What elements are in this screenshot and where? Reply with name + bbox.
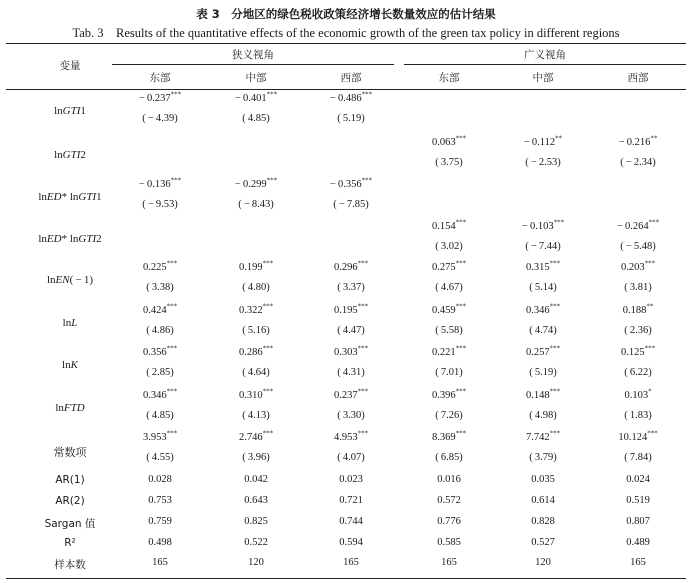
t-stat-cell: ( − 2.34) <box>620 157 656 168</box>
group-rule-narrow <box>112 64 394 65</box>
header-variable-label: 变量 <box>59 60 81 72</box>
top-rule <box>6 43 686 44</box>
coefficient-cell: − 0.237*** <box>138 90 182 104</box>
bottom-rule <box>6 578 686 579</box>
stat-value-cell: 0.572 <box>437 495 461 506</box>
stat-value-cell: 0.016 <box>437 474 461 485</box>
t-stat-cell: ( 4.85) <box>242 113 270 124</box>
coefficient-cell: − 0.216** <box>618 134 658 148</box>
t-stat-cell: ( 3.81) <box>624 282 652 293</box>
stat-value-cell: 0.721 <box>339 495 363 506</box>
coefficient-cell: 0.322*** <box>238 302 274 316</box>
coefficient-cell: 0.195*** <box>333 302 369 316</box>
t-stat-cell: ( 2.85) <box>146 367 174 378</box>
coefficient-cell: 0.148*** <box>525 387 561 401</box>
region-header-5: 中部 <box>532 72 554 84</box>
t-stat-cell: ( 5.16) <box>242 325 270 336</box>
t-stat-cell: ( 1.83) <box>624 410 652 421</box>
variable-name: lnGTI1 <box>54 105 86 117</box>
coefficient-cell: 0.225*** <box>142 259 178 273</box>
variable-name: lnL <box>62 317 78 329</box>
stat-value-cell: 0.643 <box>244 495 268 506</box>
coefficient-cell: 0.459*** <box>431 302 467 316</box>
region-header-3: 西部 <box>340 72 362 84</box>
t-stat-cell: ( 4.86) <box>146 325 174 336</box>
coefficient-cell: 0.199*** <box>238 259 274 273</box>
stat-value-cell: 0.023 <box>339 474 363 485</box>
t-stat-cell: ( − 7.44) <box>525 241 561 252</box>
coefficient-cell: 0.303*** <box>333 344 369 358</box>
coefficient-cell: − 0.103*** <box>521 218 565 232</box>
t-stat-cell: ( 4.80) <box>242 282 270 293</box>
stat-value-cell: 165 <box>152 557 168 568</box>
t-stat-cell: ( 3.75) <box>435 157 463 168</box>
table-title-en: Tab. 3 Results of the quantitative effects of the economic growth of the green tax policy in different regions <box>72 26 620 40</box>
t-stat-cell: ( − 2.53) <box>525 157 561 168</box>
stat-value-cell: 0.024 <box>626 474 650 485</box>
t-stat-cell: ( 3.79) <box>529 452 557 463</box>
stat-value-cell: 0.498 <box>148 537 172 548</box>
stat-value-cell: 165 <box>441 557 457 568</box>
stat-label: AR(2) <box>55 495 85 507</box>
stat-value-cell: 0.527 <box>531 537 555 548</box>
t-stat-cell: ( 4.67) <box>435 282 463 293</box>
t-stat-cell: ( 4.85) <box>146 410 174 421</box>
variable-name: lnED* lnGTI1 <box>38 191 102 203</box>
stat-value-cell: 0.825 <box>244 516 268 527</box>
coefficient-cell: − 0.486*** <box>329 90 373 104</box>
coefficient-cell: 0.125*** <box>620 344 656 358</box>
t-stat-cell: ( 5.58) <box>435 325 463 336</box>
t-stat-cell: ( 6.85) <box>435 452 463 463</box>
group-header-broad: 广义视角 <box>524 49 566 61</box>
stat-value-cell: 0.759 <box>148 516 172 527</box>
stat-value-cell: 0.519 <box>626 495 650 506</box>
coefficient-cell: 7.742*** <box>525 429 561 443</box>
coefficient-cell: 0.315*** <box>525 259 561 273</box>
t-stat-cell: ( 5.19) <box>529 367 557 378</box>
region-header-6: 西部 <box>627 72 649 84</box>
t-stat-cell: ( 4.31) <box>337 367 365 378</box>
t-stat-cell: ( − 7.85) <box>333 199 369 210</box>
stat-value-cell: 120 <box>535 557 551 568</box>
coefficient-cell: 0.237*** <box>333 387 369 401</box>
coefficient-cell: 4.953*** <box>333 429 369 443</box>
stat-value-cell: 0.614 <box>531 495 555 506</box>
coefficient-cell: 0.188** <box>622 302 654 316</box>
variable-name: 常数项 <box>53 447 87 459</box>
t-stat-cell: ( − 4.39) <box>142 113 178 124</box>
coefficient-cell: 0.346*** <box>142 387 178 401</box>
t-stat-cell: ( 4.74) <box>529 325 557 336</box>
stat-value-cell: 0.807 <box>626 516 650 527</box>
t-stat-cell: ( 7.01) <box>435 367 463 378</box>
stat-value-cell: 0.776 <box>437 516 461 527</box>
t-stat-cell: ( − 9.53) <box>142 199 178 210</box>
stat-value-cell: 0.489 <box>626 537 650 548</box>
coefficient-cell: 3.953*** <box>142 429 178 443</box>
stat-value-cell: 0.028 <box>148 474 172 485</box>
stat-value-cell: 165 <box>630 557 646 568</box>
stat-value-cell: 120 <box>248 557 264 568</box>
coefficient-cell: 2.746*** <box>238 429 274 443</box>
t-stat-cell: ( 3.02) <box>435 241 463 252</box>
coefficient-cell: 0.346*** <box>525 302 561 316</box>
t-stat-cell: ( 7.26) <box>435 410 463 421</box>
variable-name: lnGTI2 <box>54 149 86 161</box>
coefficient-cell: 0.296*** <box>333 259 369 273</box>
t-stat-cell: ( 7.84) <box>624 452 652 463</box>
variable-name: lnK <box>62 359 78 371</box>
group-header-narrow: 狭义视角 <box>232 49 274 61</box>
variable-name: lnED* lnGTI2 <box>38 233 102 245</box>
t-stat-cell: ( 4.64) <box>242 367 270 378</box>
t-stat-cell: ( 2.36) <box>624 325 652 336</box>
coefficient-cell: − 0.112** <box>523 134 563 148</box>
coefficient-cell: 0.286*** <box>238 344 274 358</box>
stat-label: 样本数 <box>54 559 86 571</box>
region-header-2: 中部 <box>245 72 267 84</box>
t-stat-cell: ( 5.14) <box>529 282 557 293</box>
coefficient-cell: 0.424*** <box>142 302 178 316</box>
coefficient-cell: 0.257*** <box>525 344 561 358</box>
coefficient-cell: 0.221*** <box>431 344 467 358</box>
stat-value-cell: 0.828 <box>531 516 555 527</box>
stat-value-cell: 0.585 <box>437 537 461 548</box>
table-title-cn: 表 3 分地区的绿色税收政策经济增长数量效应的估计结果 <box>196 7 496 21</box>
region-header-1: 东部 <box>149 72 171 84</box>
coefficient-cell: − 0.264*** <box>616 218 660 232</box>
coefficient-cell: 0.275*** <box>431 259 467 273</box>
t-stat-cell: ( 4.98) <box>529 410 557 421</box>
coefficient-cell: 0.396*** <box>431 387 467 401</box>
header-bottom-rule <box>6 89 686 90</box>
t-stat-cell: ( − 8.43) <box>238 199 274 210</box>
coefficient-cell: − 0.299*** <box>234 176 278 190</box>
stat-label: AR(1) <box>55 474 85 486</box>
coefficient-cell: − 0.136*** <box>138 176 182 190</box>
coefficient-cell: − 0.401*** <box>234 90 278 104</box>
stat-value-cell: 0.042 <box>244 474 268 485</box>
t-stat-cell: ( 4.13) <box>242 410 270 421</box>
coefficient-cell: 0.063*** <box>431 134 467 148</box>
coefficient-cell: 0.310*** <box>238 387 274 401</box>
t-stat-cell: ( 4.47) <box>337 325 365 336</box>
group-rule-broad <box>404 64 686 65</box>
stat-value-cell: 0.744 <box>339 516 363 527</box>
stat-label: Sargan 值 <box>44 518 96 530</box>
t-stat-cell: ( 6.22) <box>624 367 652 378</box>
stat-value-cell: 0.522 <box>244 537 268 548</box>
variable-name: lnEN( − 1) <box>46 274 94 286</box>
t-stat-cell: ( 3.96) <box>242 452 270 463</box>
t-stat-cell: ( 5.19) <box>337 113 365 124</box>
coefficient-cell: − 0.356*** <box>329 176 373 190</box>
stat-label: R² <box>64 537 76 549</box>
t-stat-cell: ( 3.38) <box>146 282 174 293</box>
coefficient-cell: 0.203*** <box>620 259 656 273</box>
t-stat-cell: ( 4.07) <box>337 452 365 463</box>
t-stat-cell: ( 3.37) <box>337 282 365 293</box>
t-stat-cell: ( 4.55) <box>146 452 174 463</box>
t-stat-cell: ( − 5.48) <box>620 241 656 252</box>
t-stat-cell: ( 3.30) <box>337 410 365 421</box>
region-header-4: 东部 <box>438 72 460 84</box>
coefficient-cell: 0.154*** <box>431 218 467 232</box>
coefficient-cell: 0.356*** <box>142 344 178 358</box>
coefficient-cell: 10.124*** <box>618 429 658 443</box>
coefficient-cell: 8.369*** <box>431 429 467 443</box>
stat-value-cell: 0.594 <box>339 537 363 548</box>
stat-value-cell: 0.753 <box>148 495 172 506</box>
stat-value-cell: 0.035 <box>531 474 555 485</box>
coefficient-cell: 0.103* <box>624 387 652 401</box>
variable-name: lnFTD <box>55 402 85 414</box>
stat-value-cell: 165 <box>343 557 359 568</box>
